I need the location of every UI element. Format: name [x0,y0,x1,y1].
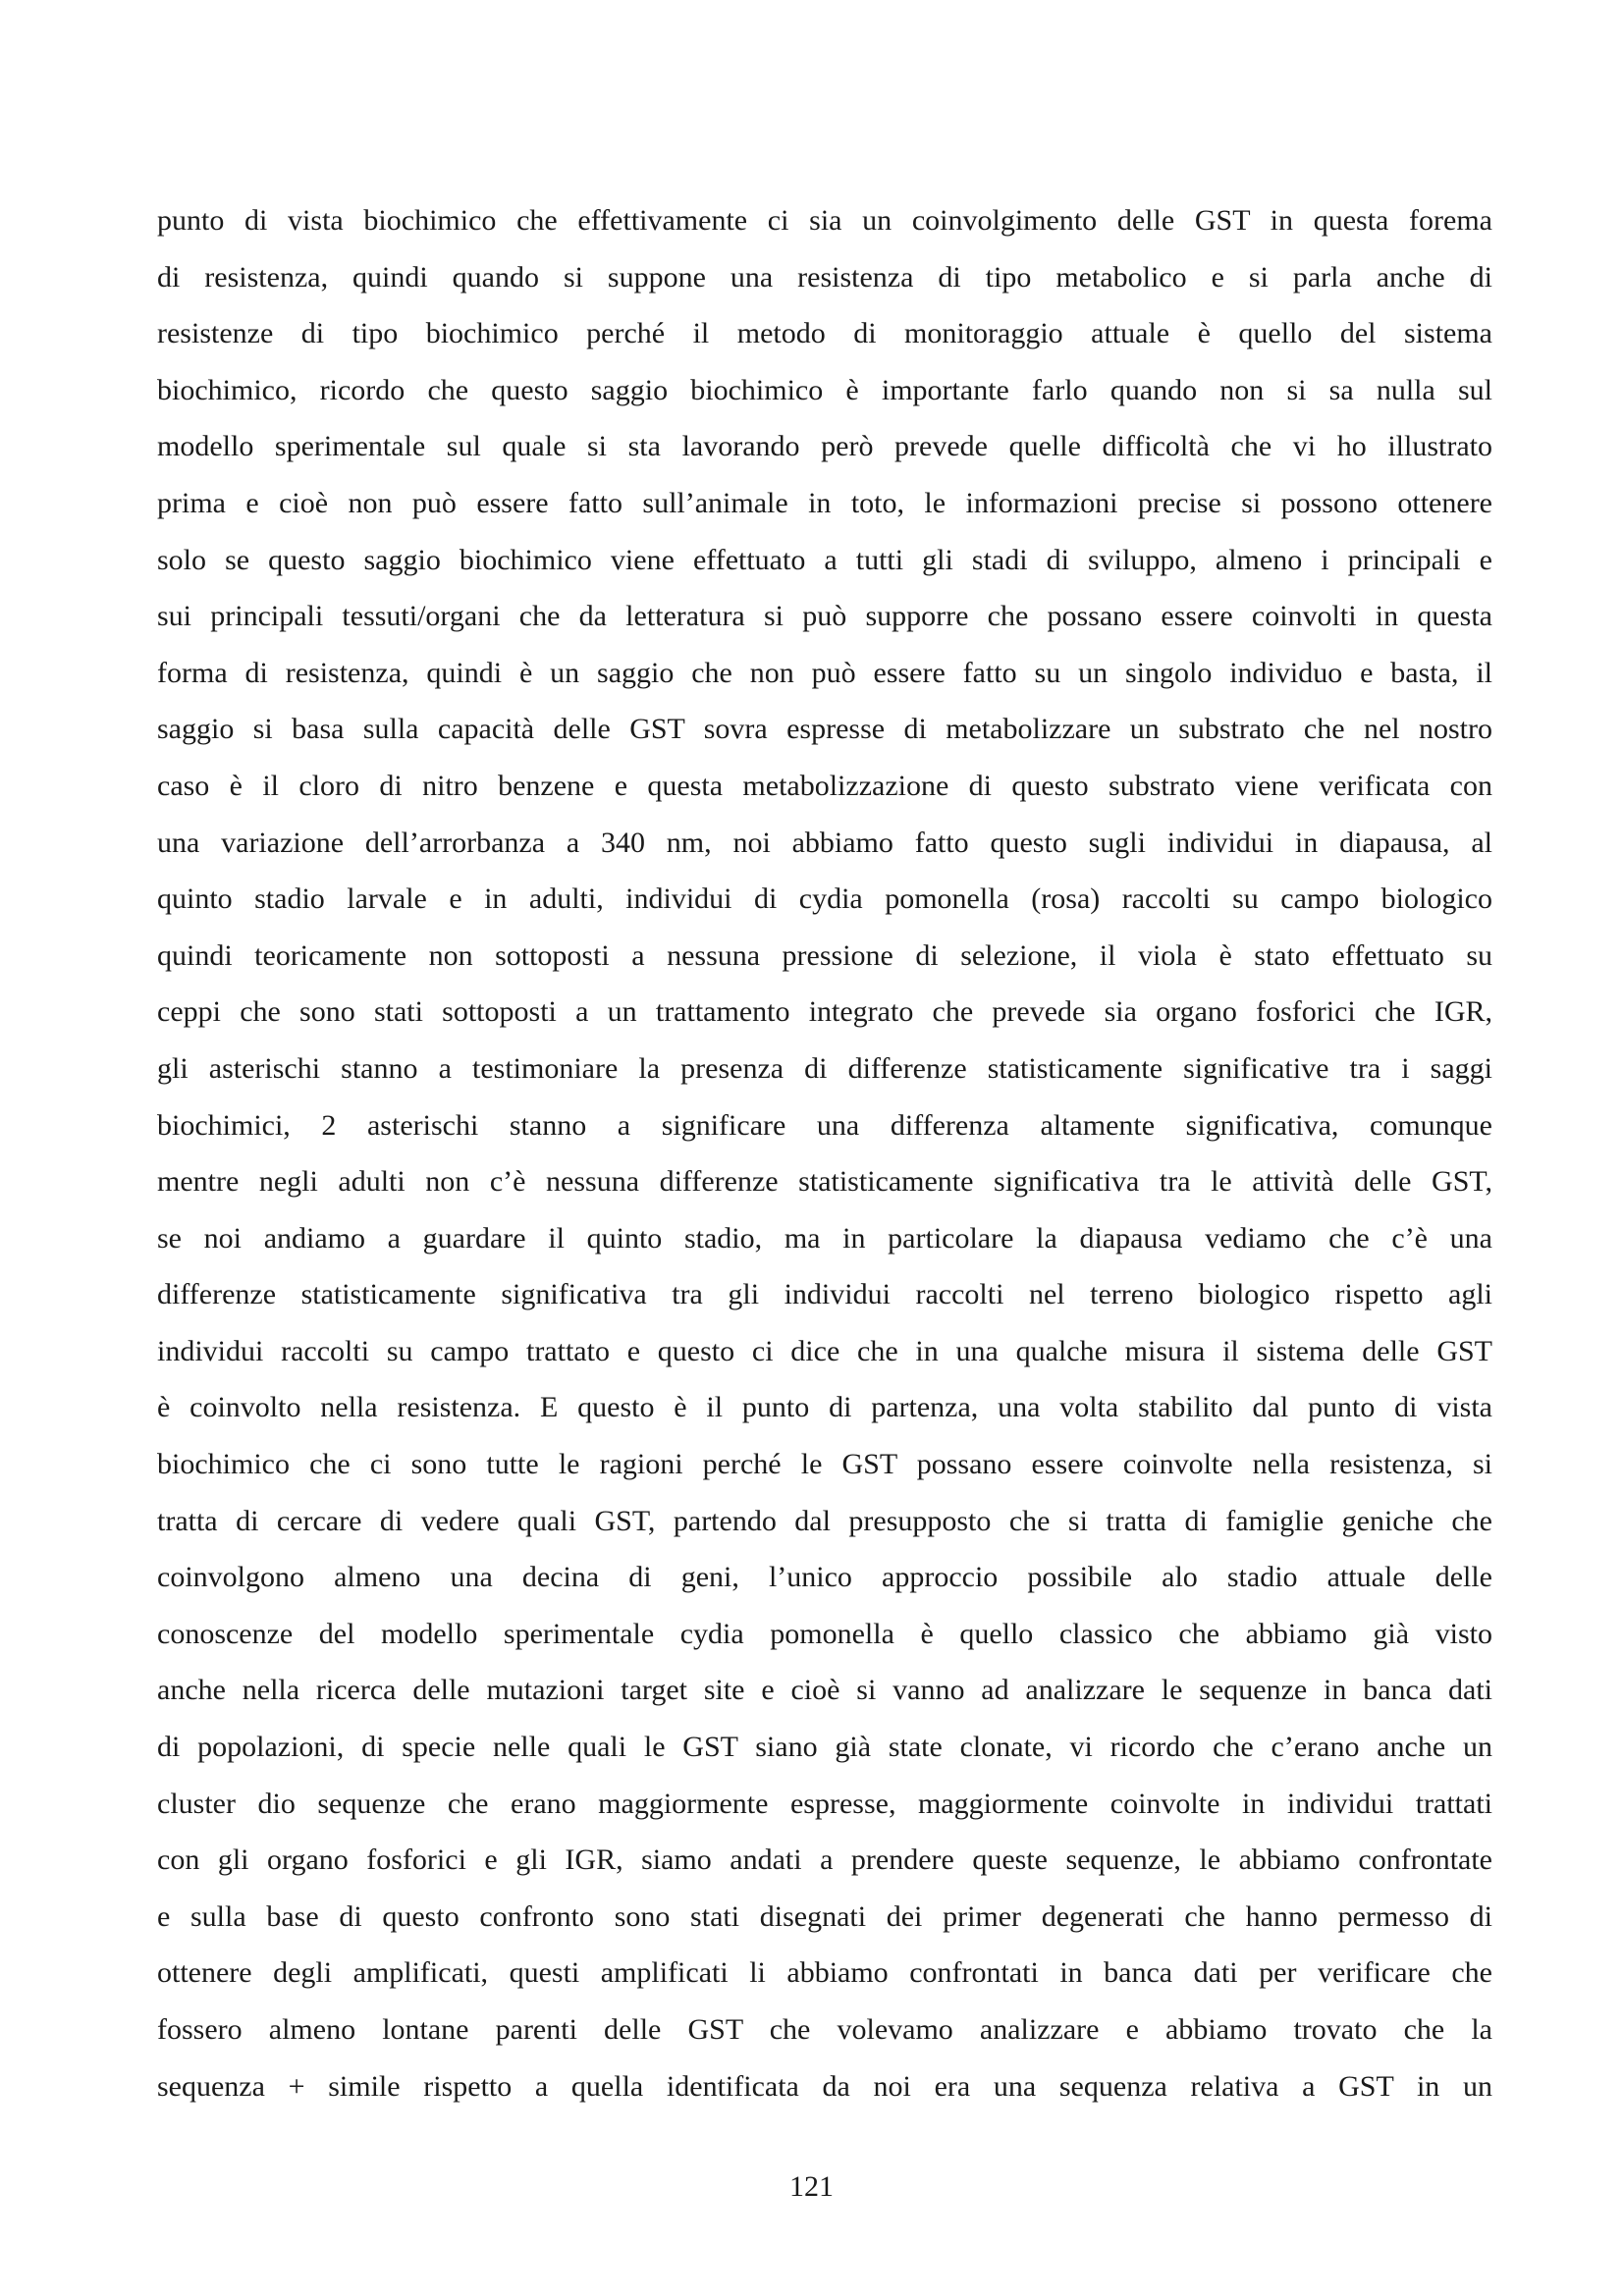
text-line-12: una variazione dell’arrorbanza a 340 nm, noi abbiamo fatto questo sugli individui in diapausa, al [157,826,1492,859]
text-line-31: e sulla base di questo confronto sono stati disegnati dei primer degenerati che hanno permesso di [157,1899,1492,1933]
text-line-27: anche nella ricerca delle mutazioni target site e cioè si vanno ad analizzare le sequenze in banca dati [157,1674,1492,1707]
page-number: 121 [789,2170,834,2203]
text-line-11: caso è il cloro di nitro benzene e questa metabolizzazione di questo substrato viene verificata con [157,769,1492,802]
text-line-24: tratta di cercare di vedere quali GST, partendo dal presupposto che si tratta di famiglie geniche che [157,1504,1492,1537]
text-line-21: individui raccolti su campo trattato e questo ci dice che in una qualche misura il sistema delle GST [157,1334,1492,1367]
text-line-14: quindi teoricamente non sottoposti a nessuna pressione di selezione, il viola è stato effettuato su [157,938,1492,972]
text-line-32: ottenere degli amplificati, questi amplificati li abbiamo confrontati in banca dati per verificare che [157,1956,1492,1990]
text-line-20: differenze statisticamente significativa tra gli individui raccolti nel terreno biologico rispetto agli [157,1278,1492,1311]
text-line-3: resistenze di tipo biochimico perché il metodo di monitoraggio attuale è quello del sistema [157,317,1492,350]
text-line-9: forma di resistenza, quindi è un saggio che non può essere fatto su un singolo individuo e basta, il [157,656,1492,689]
text-line-30: con gli organo fosforici e gli IGR, siamo andati a prendere queste sequenze, le abbiamo confrontate [157,1843,1492,1877]
text-line-2: di resistenza, quindi quando si suppone una resistenza di tipo metabolico e si parla anche di [157,260,1492,294]
text-line-22: è coinvolto nella resistenza. E questo è il punto di partenza, una volta stabilito dal punto di vista [157,1391,1492,1424]
text-line-8: sui principali tessuti/organi che da letteratura si può supporre che possano essere coinvolti in questa [157,600,1492,633]
text-line-28: di popolazioni, di specie nelle quali le GST siano già state clonate, vi ricordo che c’erano anche un [157,1731,1492,1764]
text-line-10: saggio si basa sulla capacità delle GST sovra espresse di metabolizzare un substrato che nel nostro [157,713,1492,746]
text-line-13: quinto stadio larvale e in adulti, individui di cydia pomonella (rosa) raccolti su campo biologico [157,882,1492,916]
text-line-29: cluster dio sequenze che erano maggiormente espresse, maggiormente coinvolte in individui trattati [157,1787,1492,1820]
text-line-18: mentre negli adulti non c’è nessuna differenze statisticamente significativa tra le attività delle GST, [157,1165,1492,1199]
text-line-15: ceppi che sono stati sottoposti a un trattamento integrato che prevede sia organo fosforici che IGR, [157,995,1492,1029]
text-line-25: coinvolgono almeno una decina di geni, l’unico approccio possibile alo stadio attuale delle [157,1561,1492,1594]
text-line-33: fossero almeno lontane parenti delle GST che volevamo analizzare e abbiamo trovato che la [157,2013,1492,2046]
text-line-6: prima e cioè non può essere fatto sull’animale in toto, le informazioni precise si possono ottenere [157,486,1492,519]
text-line-16: gli asterischi stanno a testimoniare la presenza di differenze statisticamente significative tra i saggi [157,1051,1492,1085]
text-line-19: se noi andiamo a guardare il quinto stadio, ma in particolare la diapausa vediamo che c’è una [157,1221,1492,1255]
text-line-34: sequenza + simile rispetto a quella identificata da noi era una sequenza relativa a GST in un [157,2069,1492,2103]
text-line-7: solo se questo saggio biochimico viene effettuato a tutti gli stadi di sviluppo, almeno i principali e [157,543,1492,576]
text-line-4: biochimico, ricordo che questo saggio biochimico è importante farlo quando non si sa nulla sul [157,373,1492,406]
body-paragraph [157,192,1492,2114]
text-line-23: biochimico che ci sono tutte le ragioni perché le GST possano essere coinvolte nella resistenza, si [157,1448,1492,1481]
text-line-26: conoscenze del modello sperimentale cydia pomonella è quello classico che abbiamo già visto [157,1617,1492,1650]
text-line-17: biochimici, 2 asterischi stanno a significare una differenza altamente significativa, comunque [157,1108,1492,1142]
text-line-1: punto di vista biochimico che effettivamente ci sia un coinvolgimento delle GST in questa forema [157,204,1492,237]
text-line-5: modello sperimentale sul quale si sta lavorando però prevede quelle difficoltà che vi ho illustrato [157,430,1492,463]
